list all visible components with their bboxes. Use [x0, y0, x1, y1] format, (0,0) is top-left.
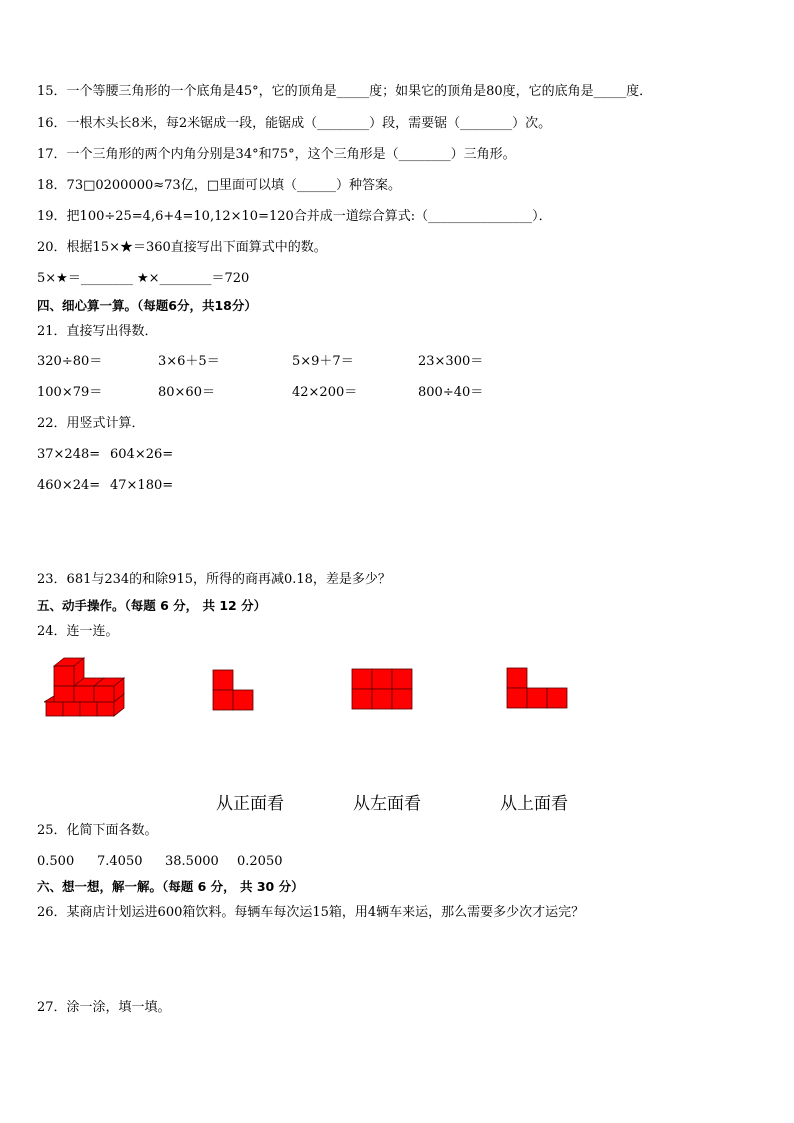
question-24: 24．连一连。	[37, 624, 119, 639]
q25-number: 0.2050	[237, 854, 283, 869]
q21-item: 42×200＝	[292, 385, 358, 400]
question-25: 25．化简下面各数。	[37, 823, 158, 838]
q21-item: 23×300＝	[418, 354, 484, 369]
section-4-heading: 四、细心算一算。（每题6分，共18分）	[37, 298, 257, 313]
q21-item: 3×6＋5＝	[158, 354, 220, 369]
section-5-heading: 五、动手操作。（每题 6 分， 共 12 分）	[37, 598, 267, 613]
question-21: 21．直接写出得数．	[37, 324, 158, 339]
cube-solid-figure	[44, 656, 128, 718]
q22-item: 460×24=	[37, 478, 101, 493]
q21-item: 100×79＝	[37, 385, 103, 400]
question-17: 17．一个三角形的两个内角分别是34°和75°，这个三角形是（________）三角形。	[37, 147, 516, 162]
question-20-blanks: 5×★＝________ ★×________＝720	[37, 271, 250, 286]
q25-number: 0.500	[37, 854, 75, 869]
q21-item: 800÷40＝	[418, 385, 484, 400]
view-label-front: 从正面看	[216, 794, 284, 814]
q25-number: 7.4050	[97, 854, 143, 869]
view-shape-b	[351, 668, 413, 710]
question-27: 27．涂一涂，填一填。	[37, 1000, 171, 1015]
question-18: 18．73□0200000≈73亿，□里面可以填（______）种答案。	[37, 178, 401, 193]
view-label-top: 从上面看	[500, 794, 568, 814]
question-16: 16．一根木头长8米，每2米锯成一段，能锯成（________）段，需要锯（________）次。	[37, 116, 552, 131]
q21-item: 80×60＝	[158, 385, 215, 400]
q21-item: 5×9＋7＝	[292, 354, 354, 369]
question-26: 26．某商店计划运进600箱饮料。每辆车每次运15箱，用4辆车来运，那么需要多少次才运完？	[37, 905, 585, 920]
section-6-heading: 六、想一想，解一解。（每题 6 分， 共 30 分）	[37, 879, 304, 894]
question-20: 20．根据15×★＝360直接写出下面算式中的数。	[37, 240, 327, 255]
q22-item: 47×180=	[110, 478, 174, 493]
view-shape-c	[506, 667, 570, 709]
question-23: 23．681与234的和除915，所得的商再减0.18，差是多少？	[37, 572, 391, 587]
q22-item: 604×26=	[110, 447, 174, 462]
question-15: 15．一个等腰三角形的一个底角是45°，它的顶角是_____度；如果它的顶角是80度，它的底角是_____度．	[37, 84, 653, 99]
view-shape-a	[212, 669, 256, 711]
q21-item: 320÷80＝	[37, 354, 103, 369]
view-label-left: 从左面看	[353, 794, 421, 814]
question-22: 22．用竖式计算．	[37, 416, 145, 431]
q25-number: 38.5000	[165, 854, 219, 869]
q22-item: 37×248=	[37, 447, 101, 462]
question-19: 19．把100÷25=4,6+4=10,12×10=120合并成一道综合算式:（________________）．	[37, 209, 552, 224]
